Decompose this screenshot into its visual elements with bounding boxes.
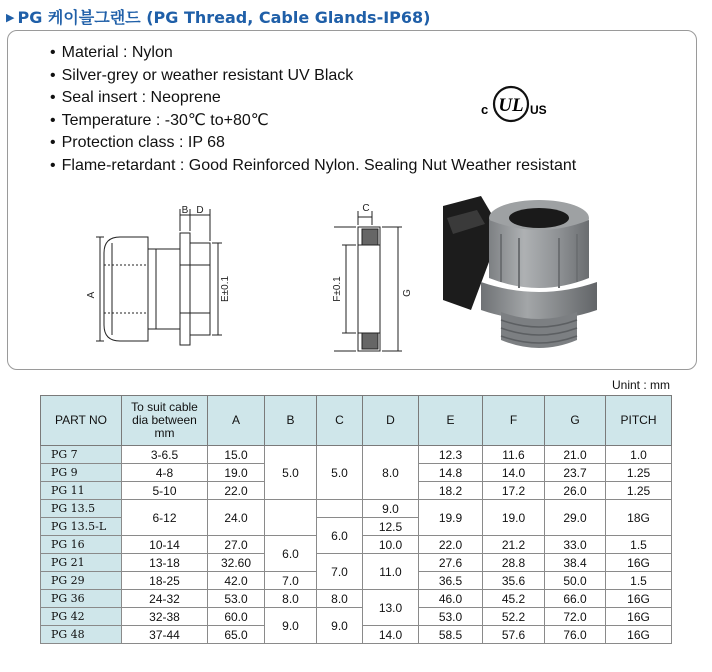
header-c: C	[317, 396, 363, 446]
cell-d: 12.5	[363, 518, 419, 536]
cell-cable: 5-10	[122, 482, 208, 500]
cell-cable: 4-8	[122, 464, 208, 482]
cell-b: 7.0	[265, 572, 317, 590]
cell-f: 28.8	[483, 554, 545, 572]
dim-f-label: F±0.1	[332, 276, 343, 302]
title-text: PG 케이블그랜드 (PG Thread, Cable Glands-IP68)	[17, 8, 431, 27]
cell-pitch: 1.5	[606, 572, 672, 590]
drawing-locknut	[358, 227, 380, 351]
table-header-row	[41, 396, 672, 446]
cell-c: 5.0	[317, 446, 363, 500]
cell-c: 6.0	[317, 518, 363, 554]
spec-table	[40, 395, 672, 644]
ul-c-label: c	[481, 102, 489, 117]
header-d: D	[363, 396, 419, 446]
cell-g: 23.7	[545, 464, 606, 482]
cell-b: 5.0	[265, 446, 317, 500]
cell-part-no: PG 48	[41, 626, 122, 644]
table-row	[41, 446, 672, 464]
table-row	[41, 590, 672, 608]
page-title	[6, 5, 430, 28]
cell-pitch: 16G	[606, 590, 672, 608]
spec-temperature: • Temperature : -30℃ to+80℃	[50, 110, 576, 133]
cell-g: 50.0	[545, 572, 606, 590]
cell-a: 15.0	[208, 446, 265, 464]
table-row	[41, 608, 672, 626]
cell-a: 24.0	[208, 500, 265, 536]
cable-gland-photo	[441, 190, 630, 362]
cell-pitch: 1.0	[606, 446, 672, 464]
cell-g: 66.0	[545, 590, 606, 608]
header-pitch: PITCH	[606, 396, 672, 446]
cell-g: 72.0	[545, 608, 606, 626]
cell-f: 35.6	[483, 572, 545, 590]
cell-a: 32.60	[208, 554, 265, 572]
cell-cable: 10-14	[122, 536, 208, 554]
cell-a: 53.0	[208, 590, 265, 608]
header-part-no: PART NO	[41, 396, 122, 446]
cell-part-no: PG 16	[41, 536, 122, 554]
cell-f: 52.2	[483, 608, 545, 626]
cell-g: 26.0	[545, 482, 606, 500]
cell-part-no: PG 42	[41, 608, 122, 626]
cell-pitch: 16G	[606, 626, 672, 644]
spec-material: • Material : Nylon	[50, 42, 576, 65]
ul-us-label: US	[530, 103, 547, 117]
cell-c-empty	[317, 500, 363, 518]
cell-a: 60.0	[208, 608, 265, 626]
unit-label: Unint : mm	[612, 378, 671, 392]
cell-cable: 13-18	[122, 554, 208, 572]
cell-a: 22.0	[208, 482, 265, 500]
cell-f: 19.0	[483, 500, 545, 536]
table-row	[41, 554, 672, 572]
cell-e: 46.0	[419, 590, 483, 608]
dim-b-label: B	[181, 205, 189, 216]
header-f: F	[483, 396, 545, 446]
cell-g: 38.4	[545, 554, 606, 572]
cell-pitch: 18G	[606, 500, 672, 536]
cell-part-no: PG 7	[41, 446, 122, 464]
cell-c: 7.0	[317, 554, 363, 590]
cell-d: 10.0	[363, 536, 419, 554]
technical-drawing	[86, 203, 420, 363]
header-g: G	[545, 396, 606, 446]
cell-cable: 37-44	[122, 626, 208, 644]
header-a: A	[208, 396, 265, 446]
gland-cap	[489, 220, 589, 288]
cell-part-no: PG 21	[41, 554, 122, 572]
cell-cable: 3-6.5	[122, 446, 208, 464]
cell-a: 19.0	[208, 464, 265, 482]
dim-d-label: D	[196, 205, 204, 216]
title-arrow-icon: ▶	[6, 11, 15, 24]
header-cable-dia: To suit cable dia between mm	[122, 396, 208, 446]
cell-e: 12.3	[419, 446, 483, 464]
cell-part-no: PG 11	[41, 482, 122, 500]
cell-d: 11.0	[363, 554, 419, 590]
cell-pitch: 1.25	[606, 482, 672, 500]
ul-certification-icon	[481, 83, 551, 125]
cell-f: 11.6	[483, 446, 545, 464]
cell-f: 21.2	[483, 536, 545, 554]
cell-part-no: PG 13.5	[41, 500, 122, 518]
cell-pitch: 1.25	[606, 464, 672, 482]
cell-cable: 32-38	[122, 608, 208, 626]
cell-cable: 24-32	[122, 590, 208, 608]
header-e: E	[419, 396, 483, 446]
dim-a-label: A	[86, 291, 97, 299]
cell-f: 17.2	[483, 482, 545, 500]
dim-g-label: G	[402, 289, 413, 297]
cell-part-no: PG 9	[41, 464, 122, 482]
cell-c: 8.0	[317, 590, 363, 608]
cell-b-empty	[265, 500, 317, 536]
cell-a: 27.0	[208, 536, 265, 554]
cell-e: 18.2	[419, 482, 483, 500]
cell-e: 58.5	[419, 626, 483, 644]
cell-e: 36.5	[419, 572, 483, 590]
ul-mark-label: UL	[498, 95, 524, 116]
cell-d: 8.0	[363, 446, 419, 500]
cell-part-no: PG 29	[41, 572, 122, 590]
cell-d: 9.0	[363, 500, 419, 518]
drawing-body	[148, 249, 180, 329]
dim-c-label: C	[362, 203, 370, 214]
cell-d: 13.0	[363, 590, 419, 626]
cell-part-no: PG 36	[41, 590, 122, 608]
cell-f: 45.2	[483, 590, 545, 608]
drawing-cap	[104, 237, 148, 341]
cell-c: 9.0	[317, 608, 363, 644]
spec-color: • Silver-grey or weather resistant UV Black	[50, 65, 576, 88]
cell-f: 14.0	[483, 464, 545, 482]
cell-e: 22.0	[419, 536, 483, 554]
cell-pitch: 16G	[606, 554, 672, 572]
cell-cable: 18-25	[122, 572, 208, 590]
table-row	[41, 500, 672, 518]
cell-part-no: PG 13.5-L	[41, 518, 122, 536]
cell-e: 14.8	[419, 464, 483, 482]
cell-e: 27.6	[419, 554, 483, 572]
cell-e: 53.0	[419, 608, 483, 626]
cell-a: 65.0	[208, 626, 265, 644]
spec-flame: • Flame-retardant : Good Reinforced Nylon. Sealing Nut Weather resistant	[50, 155, 576, 178]
cell-pitch: 16G	[606, 608, 672, 626]
dim-e-label: E±0.1	[220, 275, 231, 303]
cell-d: 14.0	[363, 626, 419, 644]
spec-seal: • Seal insert : Neoprene	[50, 87, 576, 110]
cell-b: 6.0	[265, 536, 317, 572]
cell-e: 19.9	[419, 500, 483, 536]
cell-pitch: 1.5	[606, 536, 672, 554]
cell-b: 8.0	[265, 590, 317, 608]
cell-cable: 6-12	[122, 500, 208, 536]
cell-g: 21.0	[545, 446, 606, 464]
header-b: B	[265, 396, 317, 446]
cell-b: 9.0	[265, 608, 317, 644]
spec-protection: • Protection class : IP 68	[50, 132, 576, 155]
drawing-hex-flange	[180, 233, 190, 345]
cell-g: 29.0	[545, 500, 606, 536]
cell-g: 33.0	[545, 536, 606, 554]
cell-a: 42.0	[208, 572, 265, 590]
drawing-thread	[190, 243, 210, 335]
cell-g: 76.0	[545, 626, 606, 644]
cell-f: 57.6	[483, 626, 545, 644]
